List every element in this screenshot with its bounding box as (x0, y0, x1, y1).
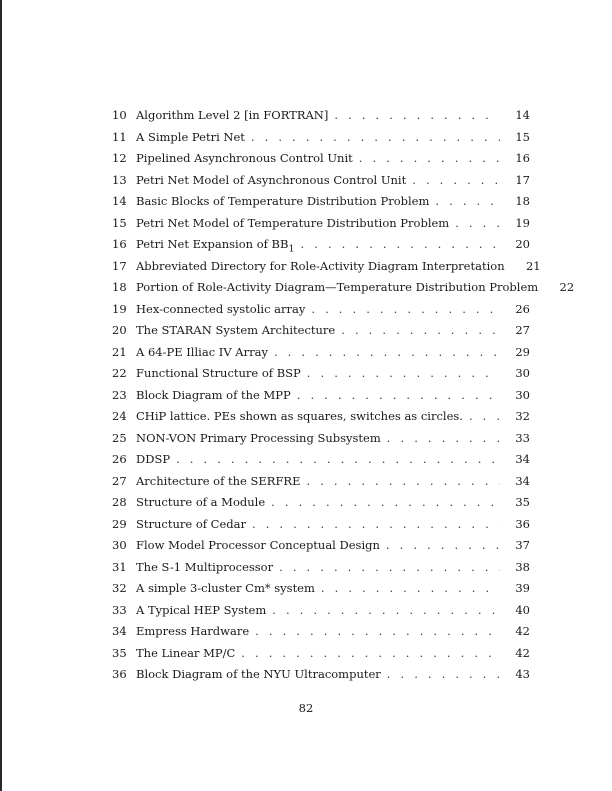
figure-number: 35 (112, 645, 127, 660)
figure-title-text: Petri Net Model of Asynchronous Control Unit (136, 172, 407, 187)
figure-title (136, 193, 429, 209)
figure-title-text: A Typical HEP System (136, 602, 267, 617)
figure-title (136, 451, 170, 467)
figure-title-text: Abbreviated Directory for Role-Activity Diagram Interpretation (136, 258, 505, 273)
figure-number: 11 (112, 129, 127, 144)
dot-leader (176, 451, 500, 467)
figure-title-text: Architecture of the SERFRE (136, 473, 301, 488)
figure-number: 17 (112, 258, 127, 273)
toc-entry (112, 215, 530, 237)
figure-title (136, 494, 265, 510)
dot-leader (301, 236, 500, 252)
figure-title (136, 279, 538, 295)
dot-leader (255, 623, 500, 639)
toc-entry (112, 430, 530, 452)
dot-leader (272, 602, 500, 618)
figure-title-text: NON-VON Primary Processing Subsystem (136, 430, 381, 445)
figure-page-number: 19 (515, 215, 530, 230)
dot-leader (297, 387, 500, 403)
toc-entry (112, 279, 575, 301)
figure-page-number: 42 (515, 645, 530, 660)
figure-page-number: 17 (515, 172, 530, 187)
figure-page-number: 36 (515, 516, 530, 531)
dot-leader (455, 215, 500, 231)
figure-number: 18 (112, 280, 127, 294)
list-of-figures (112, 107, 575, 688)
figure-title (136, 172, 406, 188)
figure-number: 32 (112, 581, 127, 595)
figure-number: 15 (112, 215, 127, 230)
dot-leader (252, 516, 500, 532)
figure-title-text: Petri Net Expansion of BB (136, 237, 289, 251)
figure-title-text: The STARAN System Architecture (136, 323, 336, 337)
figure-title (136, 645, 235, 661)
figure-page-number: 16 (515, 151, 530, 165)
toc-entry (112, 580, 530, 602)
figure-title-text: Hex-connected systolic array (136, 301, 306, 316)
figure-number: 22 (112, 366, 127, 380)
page-edge-rule (0, 0, 2, 791)
figure-title (136, 301, 305, 317)
figure-title-text: Pipelined Asynchronous Control Unit (136, 151, 353, 165)
figure-title-text: Structure of a Module (136, 495, 266, 509)
figure-title (136, 516, 246, 532)
figure-number: 13 (112, 172, 127, 187)
figure-number: 16 (112, 237, 127, 251)
figure-page-number: 39 (515, 581, 530, 595)
figure-title-text: The S-1 Multiprocessor (136, 559, 274, 574)
figure-number: 34 (112, 624, 127, 638)
figure-number: 33 (112, 602, 127, 617)
figure-title (136, 215, 449, 231)
toc-entry (112, 107, 530, 129)
dot-leader (412, 172, 500, 188)
figure-page-number: 15 (515, 129, 530, 144)
toc-entry (112, 258, 541, 280)
figure-title (136, 473, 300, 489)
figure-title (136, 236, 295, 257)
figure-number: 14 (112, 194, 127, 208)
toc-entry (112, 129, 530, 151)
toc-entry (112, 387, 530, 409)
figure-title-text: DDSP (136, 452, 171, 466)
figure-title (136, 365, 301, 381)
toc-entry (112, 193, 530, 215)
figure-title-text: Structure of Cedar (136, 516, 246, 531)
dot-leader (279, 559, 500, 575)
toc-entry (112, 172, 530, 194)
figure-title (136, 322, 335, 338)
dot-leader (271, 494, 500, 510)
figure-title (136, 387, 291, 403)
figure-number: 27 (112, 473, 127, 488)
figure-page-number: 32 (515, 409, 530, 423)
figure-page-number: 37 (515, 538, 530, 552)
figure-title (136, 430, 381, 446)
dot-leader (359, 150, 500, 166)
toc-entry (112, 516, 530, 538)
figure-page-number: 26 (515, 301, 530, 316)
figure-title (136, 344, 268, 360)
figure-title-text: Basic Blocks of Temperature Distribution Problem (136, 194, 430, 208)
figure-page-number: 38 (515, 559, 530, 574)
figure-page-number: 30 (515, 387, 530, 402)
toc-entry (112, 645, 530, 667)
figure-title-text: Empress Hardware (136, 624, 250, 638)
figure-title (136, 150, 353, 166)
figure-page-number: 14 (515, 108, 530, 122)
figure-page-number: 42 (515, 624, 530, 638)
figure-page-number: 20 (515, 237, 530, 251)
toc-entry (112, 301, 530, 323)
figure-page-number: 18 (515, 194, 530, 208)
dot-leader (274, 344, 500, 360)
figure-title (136, 129, 245, 145)
toc-entry (112, 537, 530, 559)
toc-entry (112, 473, 530, 495)
figure-page-number: 35 (515, 495, 530, 509)
toc-entry (112, 322, 530, 344)
figure-number: 31 (112, 559, 127, 574)
dot-leader (307, 365, 500, 381)
figure-title-text: A Simple Petri Net (136, 129, 245, 144)
figure-number: 28 (112, 495, 127, 509)
figure-page-number: 27 (515, 323, 530, 337)
figure-title-text: A simple 3-cluster Cm* system (136, 581, 315, 595)
figure-number: 19 (112, 301, 127, 316)
figure-title-text: Block Diagram of the NYU Ultracomputer (136, 667, 381, 681)
toc-entry (112, 451, 530, 473)
figure-title (136, 559, 273, 575)
figure-number: 26 (112, 452, 127, 466)
figure-title (136, 602, 266, 618)
figure-page-number: 40 (515, 602, 530, 617)
figure-number: 25 (112, 430, 127, 445)
figure-title (136, 107, 328, 123)
figure-page-number: 43 (515, 667, 530, 681)
dot-leader (435, 193, 500, 209)
figure-title-text: Petri Net Model of Temperature Distribution Problem (136, 215, 450, 230)
toc-entry (112, 365, 530, 387)
dot-leader (341, 322, 500, 338)
figure-page-number: 34 (515, 452, 530, 466)
toc-entry (112, 623, 530, 645)
figure-title (136, 580, 315, 596)
figure-number: 24 (112, 409, 127, 423)
figure-title-subscript: 1 (288, 243, 295, 255)
dot-leader (241, 645, 500, 661)
figure-title-text: Block Diagram of the MPP (136, 387, 291, 402)
dot-leader (251, 129, 500, 145)
figure-number: 21 (112, 344, 127, 359)
toc-entry (112, 408, 530, 430)
figure-title-text: A 64-PE Illiac IV Array (136, 344, 268, 359)
dot-leader (311, 301, 500, 317)
figure-number: 23 (112, 387, 127, 402)
toc-entry (112, 559, 530, 581)
figure-title-text: Functional Structure of BSP (136, 366, 301, 380)
dot-leader (387, 430, 500, 446)
figure-page-number: 22 (559, 280, 575, 294)
figure-number: 20 (112, 323, 127, 337)
figure-number: 29 (112, 516, 127, 531)
figure-page-number: 29 (515, 344, 530, 359)
figure-page-number: 21 (525, 258, 541, 273)
figure-number: 10 (112, 108, 127, 122)
dot-leader (334, 107, 500, 123)
dot-leader (386, 537, 500, 553)
toc-entry (112, 602, 530, 624)
figure-number: 12 (112, 151, 127, 165)
figure-title-text: Portion of Role-Activity Diagram—Temperature Distribution Problem (136, 280, 539, 294)
dot-leader (321, 580, 500, 596)
figure-title (136, 666, 381, 682)
figure-number: 36 (112, 667, 127, 681)
figure-title-text: The Linear MP/C (136, 645, 236, 660)
dot-leader (387, 666, 500, 682)
figure-number: 30 (112, 538, 127, 552)
toc-entry (112, 236, 530, 258)
toc-entry (112, 666, 530, 688)
figure-page-number: 30 (515, 366, 530, 380)
figure-title-text: Flow Model Processor Conceptual Design (136, 538, 380, 552)
page-number: 82 (298, 701, 314, 715)
dot-leader (469, 408, 500, 424)
figure-title (136, 408, 463, 424)
figure-title-text: CHiP lattice. PEs shown as squares, switches as circles. (136, 409, 463, 423)
toc-entry (112, 344, 530, 366)
figure-title (136, 537, 380, 553)
figure-title (136, 623, 249, 639)
figure-page-number: 33 (515, 430, 530, 445)
figure-title-text: Algorithm Level 2 [in FORTRAN] (136, 108, 329, 122)
toc-entry (112, 494, 530, 516)
toc-entry (112, 150, 530, 172)
figure-title (136, 258, 505, 274)
figure-page-number: 34 (515, 473, 530, 488)
dot-leader (306, 473, 500, 489)
